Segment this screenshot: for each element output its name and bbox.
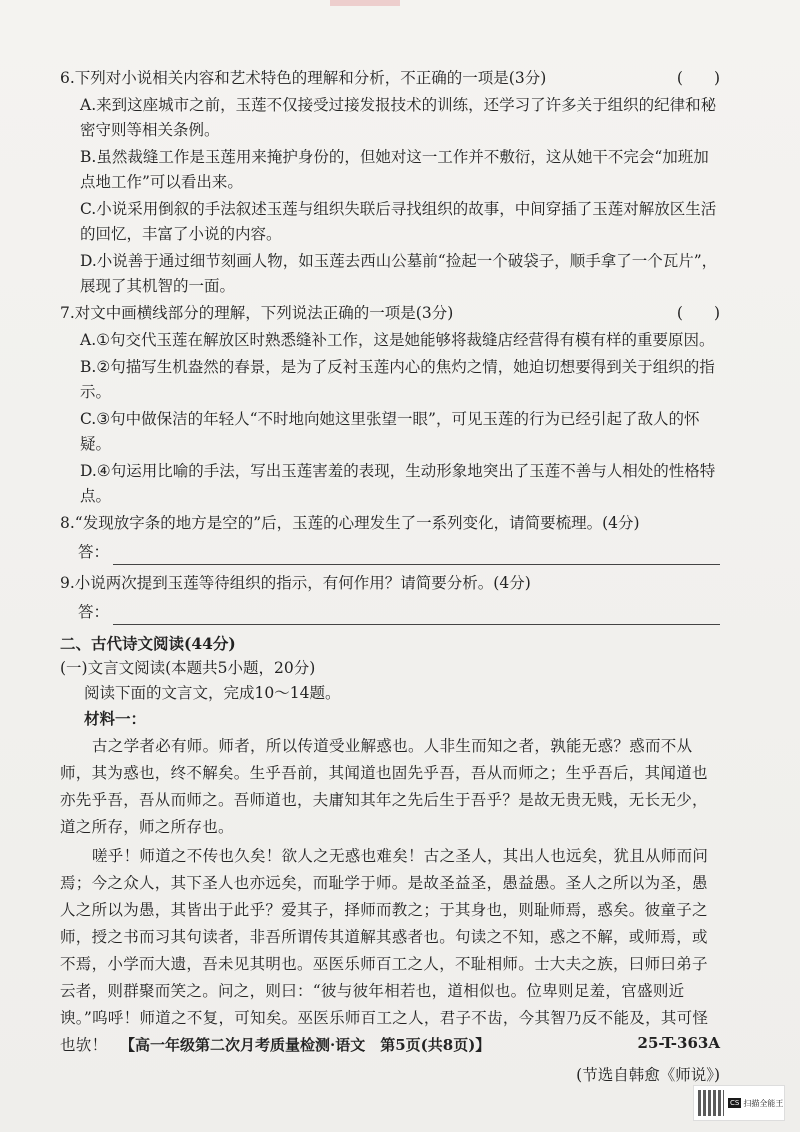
passage-paragraph-2: 嗟乎！师道之不传也久矣！欲人之无惑也难矣！古之圣人，其出人也远矣，犹且从师而问焉；今之众人，其下圣人也亦远矣，而耻学于师。是故圣益圣，愚益愚。圣人之所以为圣，愚人之所以为愚，其皆出于此乎？爱其子，择师而教之；于其身也，则耻师焉，惑矣。彼童子之师，授之书而习其句读者，非吾所谓传其道解其惑者也。句读之不知，惑之不解，或师焉，或不焉，小学而大遗，吾未见其明也。巫医乐师百工之人，不耻相师。士大夫之族，曰师曰弟子云者，则群聚而笑之。问之，则曰：“彼与彼年相若也，道相似也。位卑则足羞，官盛则近谀。”呜呼！师道之不复，可知矣。巫医乐师百工之人，君子不齿，今其智乃反不能及，其可怪也欤！ <box>60 847 709 1054</box>
section-2-title: 二、古代诗文阅读(44分) <box>60 634 236 653</box>
question-7 <box>60 301 720 326</box>
question-7-option-d: D.④句运用比喻的手法，写出玉莲害羞的表现，生动形象地突出了玉莲不善与人相处的性格特点。 <box>80 462 716 505</box>
question-9 <box>60 571 720 596</box>
page-footer <box>120 1034 720 1055</box>
question-6-answer-paren: ( ) <box>676 69 720 87</box>
question-8 <box>60 511 720 536</box>
camscanner-logo-icon: CS <box>730 1099 740 1107</box>
question-9-answer-line[interactable] <box>78 600 720 625</box>
answer-rule <box>113 548 720 565</box>
section-2-subtitle: (一)文言文阅读(本题共5小题，20分) <box>60 659 316 677</box>
passage-paragraph-1: 古之学者必有师。师者，所以传道受业解惑也。人非生而知之者，孰能无惑？惑而不从师，其为惑也，终不解矣。生乎吾前，其闻道也固先乎吾，吾从而师之；生乎吾后，其闻道也亦先乎吾，吾从而师之。吾师道也，夫庸知其年之先后生于吾乎？是故无贵无贱，无长无少，道之所存，师之所存也。 <box>60 737 708 836</box>
red-stamp-mark <box>330 0 400 6</box>
question-6 <box>60 66 720 91</box>
question-7-option-a: A.①句交代玉莲在解放区时熟悉缝补工作，这是她能够将裁缝店经营得有模有样的重要原因。 <box>80 331 715 349</box>
question-8-answer-line[interactable] <box>78 540 720 565</box>
qr-code-icon <box>698 1090 724 1116</box>
question-6-stem: 6.下列对小说相关内容和艺术特色的理解和分析，不正确的一项是(3分) <box>60 69 547 87</box>
scanner-watermark <box>693 1085 785 1121</box>
question-8-answer-label: 答： <box>78 543 110 561</box>
question-8-stem: 8.“发现放字条的地方是空的”后，玉莲的心理发生了一系列变化，请简要梳理。(4分) <box>60 514 640 532</box>
scanner-app-name: 扫描全能王 <box>743 1098 784 1108</box>
question-9-stem: 9.小说两次提到玉莲等待组织的指示，有何作用？请简要分析。(4分) <box>60 574 531 592</box>
footer-code: 25-T-363A <box>637 1034 720 1052</box>
question-7-option-b: B.②句描写生机盎然的春景，是为了反衬玉莲内心的焦灼之情，她迫切想要得到关于组织的指示。 <box>80 358 715 401</box>
section-2-instruction: 阅读下面的文言文，完成10～14题。 <box>84 684 341 702</box>
question-7-option-c: C.③句中做保洁的年轻人“不时地向她这里张望一眼”，可见玉莲的行为已经引起了敌人的怀疑。 <box>80 410 700 453</box>
passage-source: (节选自韩愈《师说》) <box>576 1066 720 1084</box>
answer-rule <box>113 608 720 625</box>
question-9-answer-label: 答： <box>78 603 110 621</box>
question-6-option-a: A.来到这座城市之前，玉莲不仅接受过接发报技术的训练，还学习了许多关于组织的纪律和秘密守则等相关条例。 <box>80 96 717 139</box>
question-7-stem: 7.对文中画横线部分的理解，下列说法正确的一项是(3分) <box>60 304 454 322</box>
material-1-label: 材料一： <box>84 709 147 728</box>
footer-title: 【高一年级第二次月考质量检测·语文 第5页(共8页)】 <box>120 1036 491 1054</box>
exam-content <box>60 66 720 1088</box>
question-6-option-b: B.虽然裁缝工作是玉莲用来掩护身份的，但她对这一工作并不敷衍，这从她干不完会“加班加点地工作”可以看出来。 <box>80 148 709 191</box>
question-6-option-c: C.小说采用倒叙的手法叙述玉莲与组织失联后寻找组织的故事，中间穿插了玉莲对解放区生活的回忆，丰富了小说的内容。 <box>80 200 717 243</box>
question-6-option-d: D.小说善于通过细节刻画人物，如玉莲去西山公墓前“捡起一个破袋子，顺手拿了一个瓦片”，展现了其机智的一面。 <box>80 252 718 295</box>
question-7-answer-paren: ( ) <box>676 304 720 322</box>
